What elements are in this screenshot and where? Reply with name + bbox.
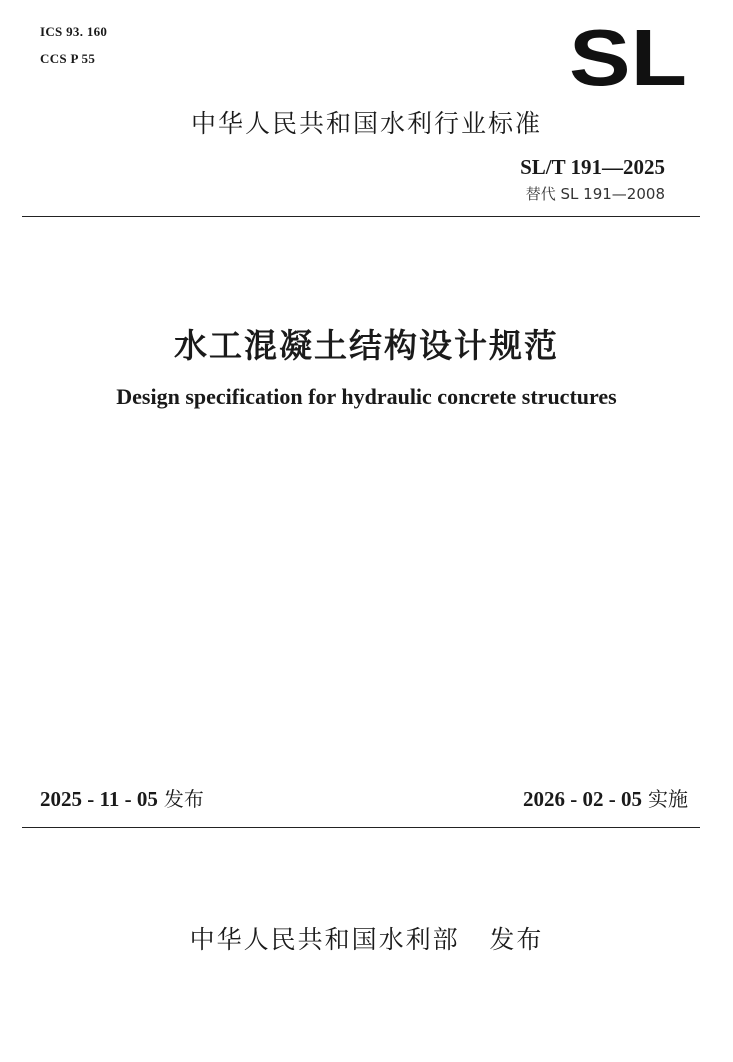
implement-date-line [523, 783, 688, 812]
standard-category: 中华人民共和国水利行业标准 [190, 109, 542, 138]
issue-label: 发布 [163, 787, 204, 811]
issuer-action: 发布 [489, 925, 544, 954]
ics-code: ICS 93. 160 [40, 24, 108, 39]
standard-number: SL/T 191—2025 [520, 155, 665, 179]
sl-logo-text: SL [569, 26, 687, 88]
issue-date-line [40, 783, 204, 812]
issuer-name: 中华人民共和国水利部 [189, 925, 460, 954]
ccs-code: CCS P 55 [40, 51, 96, 66]
issue-date: 2025 - 11 - 05 [40, 787, 158, 811]
bottom-divider [22, 827, 700, 828]
replaces-standard: 替代 SL 191—2008 [525, 185, 665, 203]
top-divider [22, 216, 700, 217]
implement-label: 实施 [648, 787, 688, 811]
title-english: Design specification for hydraulic concrete structures [116, 384, 617, 409]
implement-date: 2026 - 02 - 05 [523, 787, 642, 811]
title-chinese: 水工混凝土结构设计规范 [174, 326, 559, 365]
sl-logo-icon [568, 26, 688, 88]
issuer-line [0, 920, 733, 956]
